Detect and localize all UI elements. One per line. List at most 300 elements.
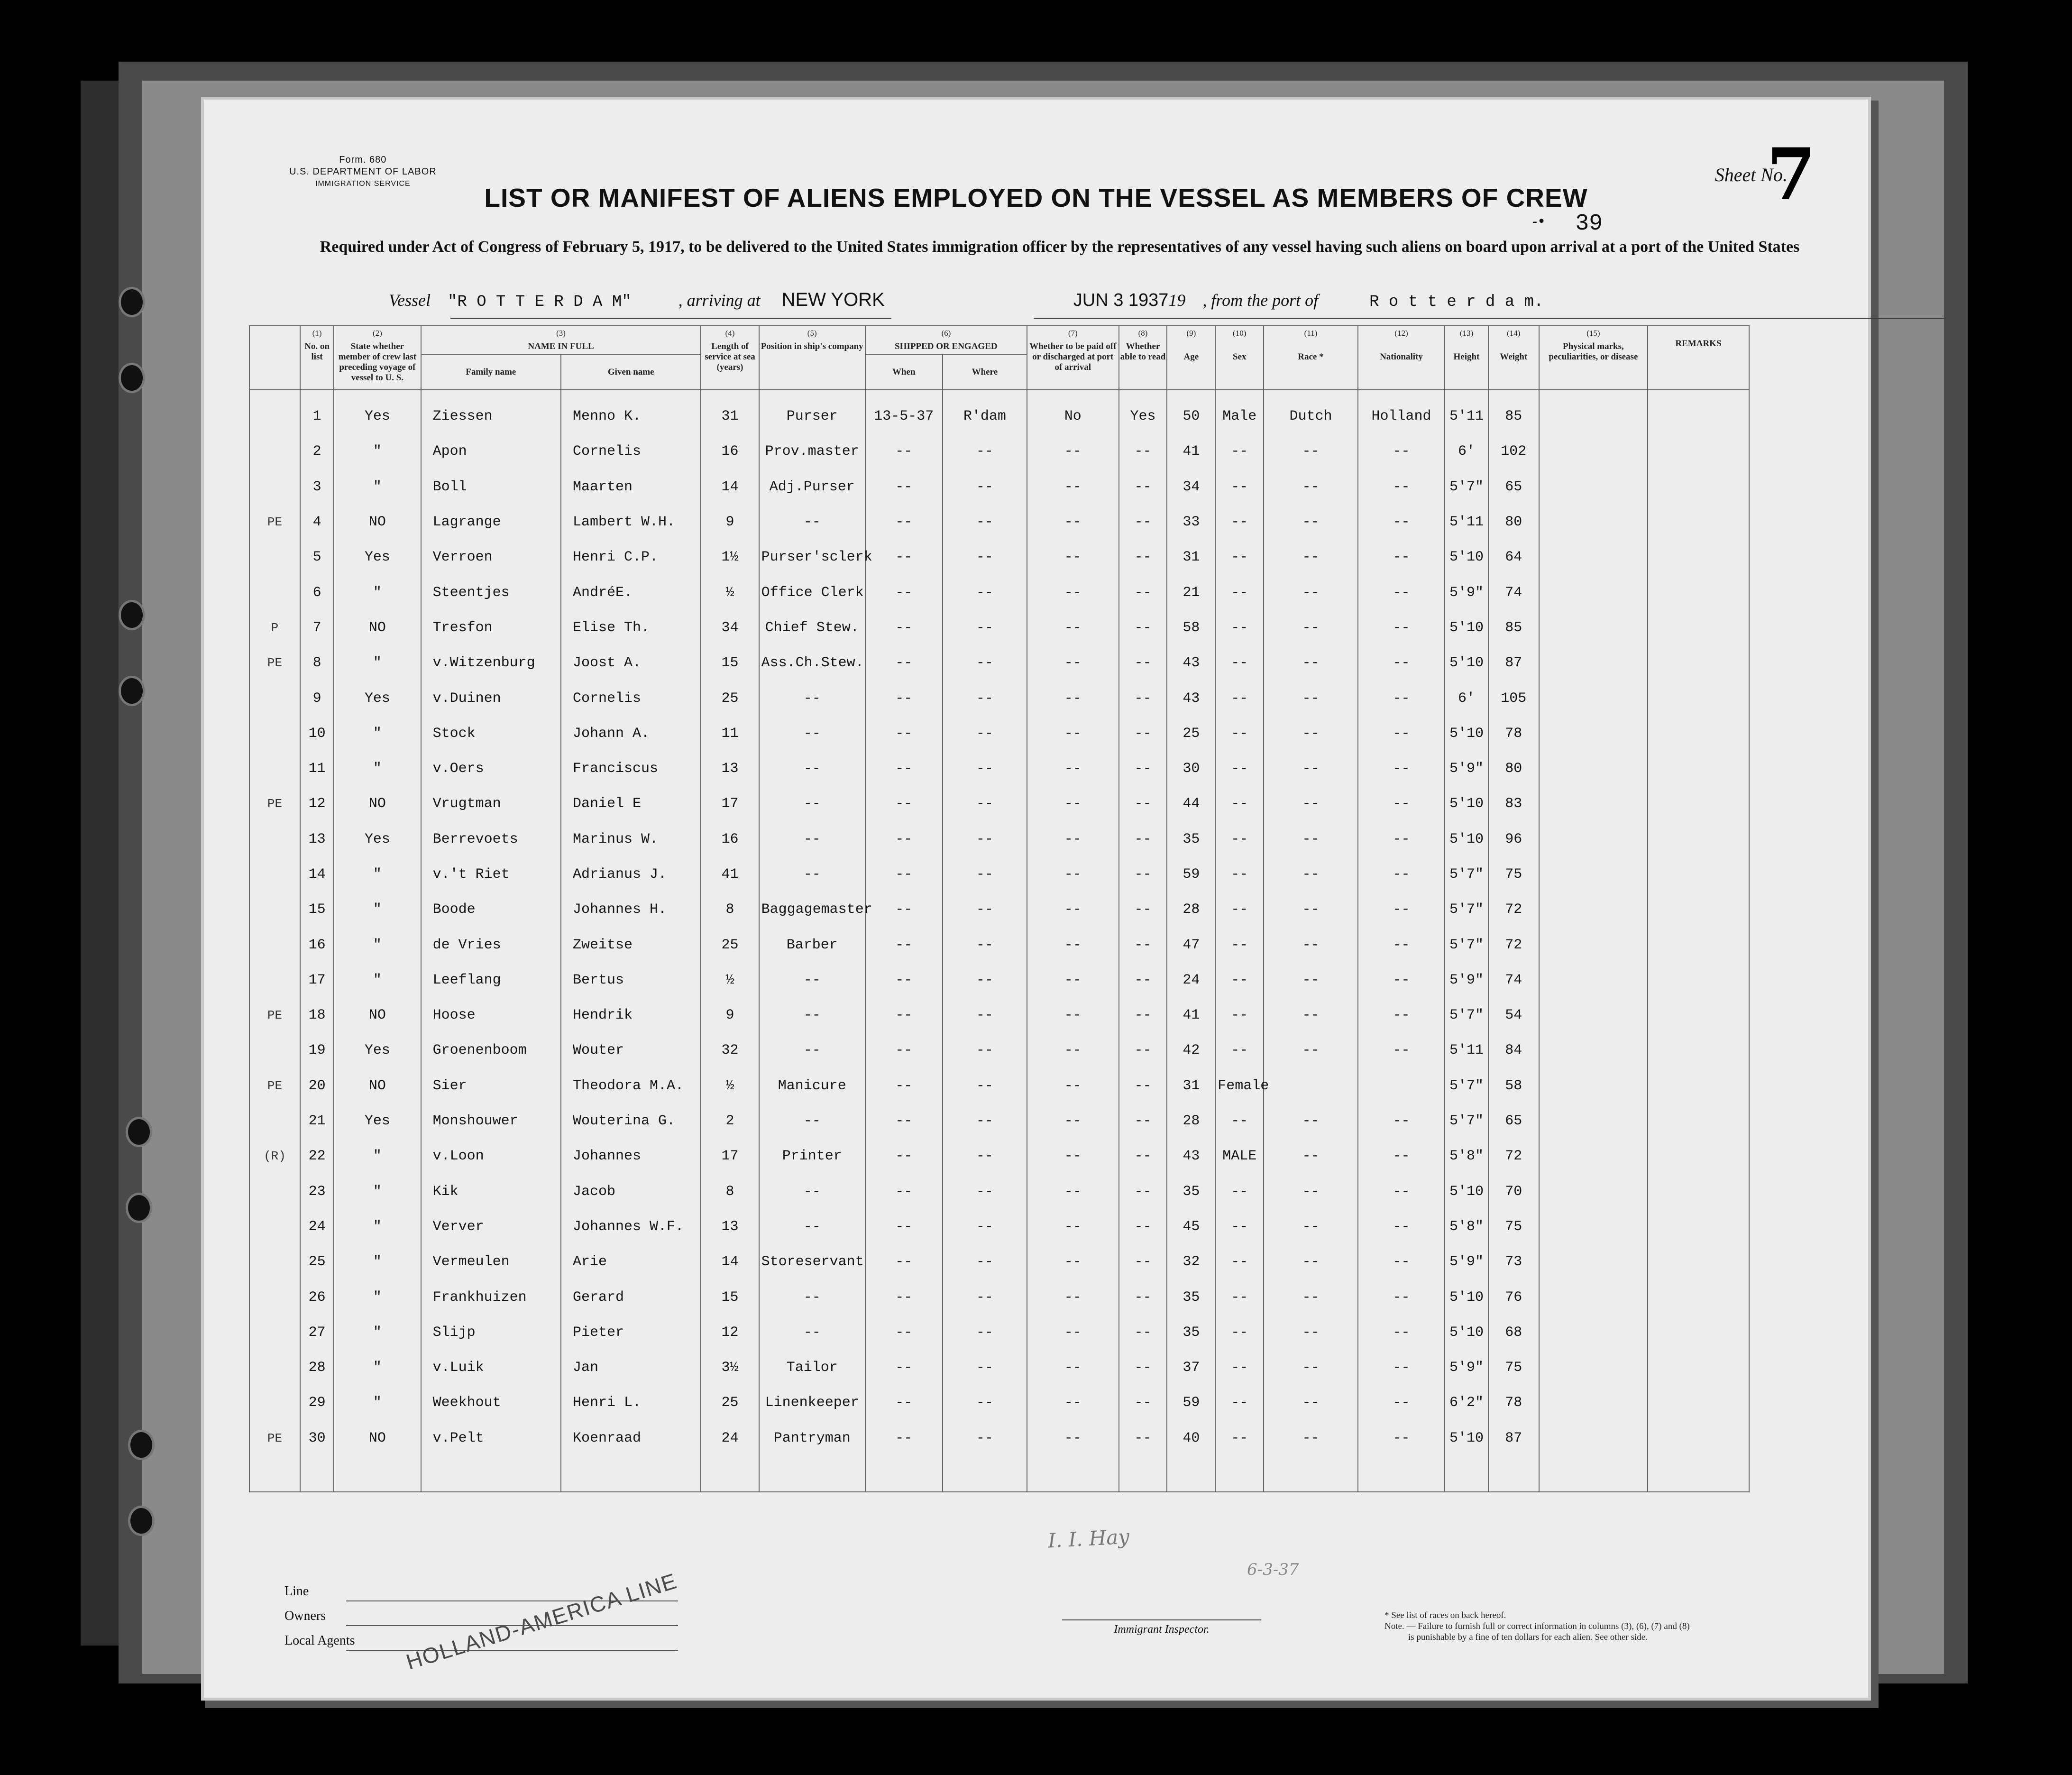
- shipped-when-cell: --: [865, 1244, 943, 1279]
- given-name-cell: Arie: [561, 1244, 701, 1279]
- service-years-cell: 2: [701, 1104, 759, 1139]
- height-cell: 5'10: [1445, 786, 1488, 821]
- prev-voyage-cell: ": [334, 857, 421, 892]
- prev-voyage-cell: Yes: [334, 390, 421, 434]
- family-name-cell: Monshouwer: [421, 1104, 561, 1139]
- prev-voyage-cell: ": [334, 892, 421, 927]
- sex-cell: --: [1215, 1279, 1264, 1315]
- position-cell: --: [759, 998, 865, 1033]
- shipped-where-cell: --: [943, 610, 1027, 645]
- family-name-cell: Berrevoets: [421, 822, 561, 857]
- nationality-cell: --: [1358, 857, 1445, 892]
- nationality-cell: --: [1358, 575, 1445, 610]
- age-cell: 58: [1167, 610, 1215, 645]
- table-row: [249, 1279, 1749, 1315]
- arrival-date: JUN 3 1937: [1073, 290, 1169, 310]
- able-to-read-cell: --: [1119, 963, 1167, 998]
- position-cell: --: [759, 505, 865, 540]
- height-cell: 5'8": [1445, 1209, 1488, 1244]
- able-to-read-cell: --: [1119, 998, 1167, 1033]
- able-to-read-cell: --: [1119, 1421, 1167, 1456]
- age-cell: 50: [1167, 390, 1215, 434]
- shipped-when-cell: --: [865, 927, 943, 962]
- family-name-cell: Verver: [421, 1209, 561, 1244]
- paid-off-cell: --: [1027, 645, 1119, 681]
- signature-date: 6-3-37: [1247, 1560, 1299, 1579]
- age-cell: 44: [1167, 786, 1215, 821]
- family-name-cell: Steentjes: [421, 575, 561, 610]
- family-name-cell: v.Duinen: [421, 681, 561, 716]
- able-to-read-cell: --: [1119, 892, 1167, 927]
- shipped-when-cell: --: [865, 892, 943, 927]
- table-row: [249, 1350, 1749, 1385]
- service-years-cell: 13: [701, 751, 759, 786]
- age-cell: 33: [1167, 505, 1215, 540]
- race-cell: --: [1264, 645, 1358, 681]
- nationality-cell: --: [1358, 1244, 1445, 1279]
- able-to-read-cell: --: [1119, 1174, 1167, 1209]
- table-row: [249, 822, 1749, 857]
- race-cell: --: [1264, 505, 1358, 540]
- given-name-cell: Cornelis: [561, 434, 701, 469]
- page-subtitle: Required under Act of Congress of February 5, 1917, to be delivered to the United States immigration officer by the representatives of any vessel having such aliens on board upon arrival at a port of the United States: [320, 238, 1800, 256]
- row-number-cell: 8: [300, 645, 334, 681]
- race-cell: --: [1264, 1174, 1358, 1209]
- remarks-cell: [1648, 434, 1749, 469]
- shipped-when-cell: --: [865, 505, 943, 540]
- height-cell: 5'10: [1445, 1279, 1488, 1315]
- prev-voyage-cell: ": [334, 1174, 421, 1209]
- paid-off-cell: --: [1027, 1209, 1119, 1244]
- shipped-when-cell: --: [865, 681, 943, 716]
- race-cell: --: [1264, 998, 1358, 1033]
- age-cell: 47: [1167, 927, 1215, 962]
- col-service-header: (4) Length of service at sea (years): [701, 326, 759, 390]
- paid-off-cell: --: [1027, 610, 1119, 645]
- age-cell: 31: [1167, 540, 1215, 575]
- col-shipped-header: (6) SHIPPED OR ENGAGED: [865, 326, 1027, 354]
- remarks-cell: [1648, 716, 1749, 751]
- position-cell: --: [759, 681, 865, 716]
- sex-cell: --: [1215, 681, 1264, 716]
- sex-cell: --: [1215, 822, 1264, 857]
- given-name-cell: Henri L.: [561, 1385, 701, 1420]
- sex-cell: --: [1215, 434, 1264, 469]
- row-number-cell: 20: [300, 1068, 334, 1104]
- shipped-where-cell: --: [943, 1209, 1027, 1244]
- agents-underline: [346, 1650, 678, 1651]
- physical-marks-cell: [1539, 540, 1648, 575]
- bottom-labels: [284, 1579, 355, 1653]
- table-row: [249, 1174, 1749, 1209]
- service-years-cell: 9: [701, 998, 759, 1033]
- sex-cell: --: [1215, 892, 1264, 927]
- shipped-when-cell: --: [865, 1068, 943, 1104]
- weight-cell: 78: [1488, 1385, 1539, 1420]
- able-to-read-cell: --: [1119, 434, 1167, 469]
- prev-voyage-cell: NO: [334, 1068, 421, 1104]
- row-mark-cell: [249, 857, 300, 892]
- family-name-cell: v.Oers: [421, 751, 561, 786]
- family-name-cell: Boll: [421, 469, 561, 505]
- physical-marks-cell: [1539, 610, 1648, 645]
- race-cell: --: [1264, 469, 1358, 505]
- service-years-cell: 31: [701, 390, 759, 434]
- form-service: IMMIGRATION SERVICE: [315, 180, 411, 188]
- height-cell: 5'11: [1445, 390, 1488, 434]
- able-to-read-cell: --: [1119, 610, 1167, 645]
- row-mark-cell: PE: [249, 1421, 300, 1456]
- given-name-cell: Cornelis: [561, 681, 701, 716]
- race-cell: --: [1264, 1279, 1358, 1315]
- row-number-cell: 25: [300, 1244, 334, 1279]
- age-cell: 25: [1167, 716, 1215, 751]
- height-cell: 5'8": [1445, 1139, 1488, 1174]
- paid-off-cell: --: [1027, 434, 1119, 469]
- table-row: [249, 610, 1749, 645]
- col-read-header: (8) Whether able to read: [1119, 326, 1167, 390]
- age-cell: 28: [1167, 892, 1215, 927]
- nationality-cell: --: [1358, 1385, 1445, 1420]
- form-number: Form. 680: [339, 155, 387, 165]
- age-cell: 37: [1167, 1350, 1215, 1385]
- remarks-cell: [1648, 786, 1749, 821]
- remarks-cell: [1648, 575, 1749, 610]
- physical-marks-cell: [1539, 1279, 1648, 1315]
- shipped-where-cell: --: [943, 681, 1027, 716]
- table-row: [249, 575, 1749, 610]
- physical-marks-cell: [1539, 1385, 1648, 1420]
- position-cell: Chief Stew.: [759, 610, 865, 645]
- weight-cell: 87: [1488, 645, 1539, 681]
- race-cell: --: [1264, 1209, 1358, 1244]
- shipped-where-cell: --: [943, 1033, 1027, 1068]
- sex-cell: --: [1215, 963, 1264, 998]
- nationality-cell: --: [1358, 1104, 1445, 1139]
- given-name-cell: Pieter: [561, 1315, 701, 1350]
- height-cell: 5'10: [1445, 610, 1488, 645]
- family-name-cell: Weekhout: [421, 1385, 561, 1420]
- weight-cell: 105: [1488, 681, 1539, 716]
- given-name-cell: Bertus: [561, 963, 701, 998]
- able-to-read-cell: --: [1119, 786, 1167, 821]
- able-to-read-cell: --: [1119, 540, 1167, 575]
- table-row: [249, 927, 1749, 962]
- given-name-cell: Henri C.P.: [561, 540, 701, 575]
- row-mark-cell: (R): [249, 1139, 300, 1174]
- physical-marks-cell: [1539, 927, 1648, 962]
- col-given-name-header: Given name: [561, 354, 701, 390]
- remarks-cell: [1648, 1279, 1749, 1315]
- height-cell: 5'9": [1445, 1244, 1488, 1279]
- age-cell: 31: [1167, 1068, 1215, 1104]
- shipped-where-cell: --: [943, 892, 1027, 927]
- given-name-cell: Adrianus J.: [561, 857, 701, 892]
- paid-off-cell: --: [1027, 963, 1119, 998]
- physical-marks-cell: [1539, 892, 1648, 927]
- age-cell: 21: [1167, 575, 1215, 610]
- punch-hole: [121, 365, 143, 391]
- shipped-where-cell: --: [943, 1244, 1027, 1279]
- paid-off-cell: --: [1027, 1350, 1119, 1385]
- able-to-read-cell: --: [1119, 822, 1167, 857]
- row-number-cell: 24: [300, 1209, 334, 1244]
- shipped-when-cell: --: [865, 469, 943, 505]
- shipped-where-cell: --: [943, 822, 1027, 857]
- col-when-header: When: [865, 354, 943, 390]
- shipped-where-cell: --: [943, 1174, 1027, 1209]
- given-name-cell: Marinus W.: [561, 822, 701, 857]
- row-mark-cell: [249, 1315, 300, 1350]
- remarks-cell: [1648, 610, 1749, 645]
- age-cell: 42: [1167, 1033, 1215, 1068]
- shipped-where-cell: --: [943, 1279, 1027, 1315]
- position-cell: Purser'sclerk: [759, 540, 865, 575]
- sex-cell: --: [1215, 1104, 1264, 1139]
- family-name-cell: Lagrange: [421, 505, 561, 540]
- punch-hole: [121, 289, 143, 315]
- table-row: [249, 469, 1749, 505]
- family-name-cell: v.Loon: [421, 1139, 561, 1174]
- able-to-read-cell: --: [1119, 681, 1167, 716]
- row-number-cell: 10: [300, 716, 334, 751]
- prev-voyage-cell: NO: [334, 786, 421, 821]
- shipped-where-cell: --: [943, 575, 1027, 610]
- weight-cell: 74: [1488, 575, 1539, 610]
- weight-cell: 85: [1488, 610, 1539, 645]
- shipped-where-cell: --: [943, 505, 1027, 540]
- age-cell: 35: [1167, 822, 1215, 857]
- weight-cell: 68: [1488, 1315, 1539, 1350]
- paid-off-cell: --: [1027, 681, 1119, 716]
- position-cell: Printer: [759, 1139, 865, 1174]
- able-to-read-cell: --: [1119, 1033, 1167, 1068]
- shipped-when-cell: --: [865, 1421, 943, 1456]
- immigrant-inspector-label: Immigrant Inspector.: [1062, 1619, 1261, 1636]
- family-name-cell: Verroen: [421, 540, 561, 575]
- note-failure: Note. — Failure to furnish full or correct information in columns (3), (6), (7) and (8): [1384, 1621, 1690, 1631]
- punch-hole: [121, 602, 143, 628]
- able-to-read-cell: --: [1119, 1068, 1167, 1104]
- row-number-cell: 23: [300, 1174, 334, 1209]
- age-cell: 40: [1167, 1421, 1215, 1456]
- table-row: [249, 1139, 1749, 1174]
- physical-marks-cell: [1539, 645, 1648, 681]
- prev-voyage-cell: Yes: [334, 1104, 421, 1139]
- shipped-when-cell: --: [865, 610, 943, 645]
- able-to-read-cell: --: [1119, 1209, 1167, 1244]
- sex-cell: Female: [1215, 1068, 1264, 1104]
- position-cell: Office Clerk: [759, 575, 865, 610]
- col-nationality-header: (12) Nationality: [1358, 326, 1445, 390]
- service-years-cell: 25: [701, 1385, 759, 1420]
- sex-cell: --: [1215, 505, 1264, 540]
- prev-voyage-cell: Yes: [334, 540, 421, 575]
- date-underline: [1128, 318, 1460, 319]
- from-port: R o t t e r d a m.: [1369, 293, 1544, 311]
- sex-cell: --: [1215, 1033, 1264, 1068]
- shipped-where-cell: --: [943, 469, 1027, 505]
- height-cell: 6'2": [1445, 1385, 1488, 1420]
- paid-off-cell: --: [1027, 540, 1119, 575]
- height-cell: 5'10: [1445, 1315, 1488, 1350]
- race-cell: --: [1264, 786, 1358, 821]
- family-name-cell: Tresfon: [421, 610, 561, 645]
- remarks-cell: [1648, 892, 1749, 927]
- shipped-when-cell: --: [865, 963, 943, 998]
- row-mark-cell: PE: [249, 505, 300, 540]
- given-name-cell: Zweitse: [561, 927, 701, 962]
- family-name-cell: Leeflang: [421, 963, 561, 998]
- vessel-line: [389, 289, 1543, 311]
- remarks-cell: [1648, 1104, 1749, 1139]
- weight-cell: 80: [1488, 505, 1539, 540]
- row-mark-cell: [249, 716, 300, 751]
- physical-marks-cell: [1539, 998, 1648, 1033]
- sex-cell: --: [1215, 1174, 1264, 1209]
- row-number-cell: 18: [300, 998, 334, 1033]
- shipped-when-cell: --: [865, 1174, 943, 1209]
- family-name-cell: Hoose: [421, 998, 561, 1033]
- sex-cell: --: [1215, 927, 1264, 962]
- prev-voyage-cell: ": [334, 1209, 421, 1244]
- race-cell: --: [1264, 1315, 1358, 1350]
- table-row: [249, 1209, 1749, 1244]
- age-cell: 28: [1167, 1104, 1215, 1139]
- table-row: [249, 786, 1749, 821]
- remarks-cell: [1648, 857, 1749, 892]
- row-mark-cell: [249, 751, 300, 786]
- position-cell: Manicure: [759, 1068, 865, 1104]
- prev-voyage-cell: ": [334, 469, 421, 505]
- weight-cell: 72: [1488, 927, 1539, 962]
- weight-cell: 70: [1488, 1174, 1539, 1209]
- given-name-cell: Johannes W.F.: [561, 1209, 701, 1244]
- remarks-cell: [1648, 1350, 1749, 1385]
- sex-cell: --: [1215, 645, 1264, 681]
- remarks-cell: [1648, 751, 1749, 786]
- family-name-cell: Groenenboom: [421, 1033, 561, 1068]
- table-row: [249, 1068, 1749, 1104]
- service-years-cell: 25: [701, 927, 759, 962]
- col-no-header: (1) No. on list: [300, 326, 334, 390]
- remarks-cell: [1648, 822, 1749, 857]
- age-cell: 35: [1167, 1279, 1215, 1315]
- prev-voyage-cell: NO: [334, 610, 421, 645]
- given-name-cell: Hendrik: [561, 998, 701, 1033]
- prev-voyage-cell: ": [334, 751, 421, 786]
- weight-cell: 78: [1488, 716, 1539, 751]
- shipped-when-cell: --: [865, 1385, 943, 1420]
- arriving-label: , arriving at: [678, 291, 761, 310]
- paid-off-cell: --: [1027, 1104, 1119, 1139]
- shipped-when-cell: --: [865, 786, 943, 821]
- family-name-cell: v.Luik: [421, 1350, 561, 1385]
- table-row: [249, 716, 1749, 751]
- shipped-when-cell: --: [865, 1104, 943, 1139]
- height-cell: 5'10: [1445, 822, 1488, 857]
- row-number-cell: 27: [300, 1315, 334, 1350]
- age-cell: 24: [1167, 963, 1215, 998]
- position-cell: --: [759, 751, 865, 786]
- table-row: [249, 645, 1749, 681]
- shipped-when-cell: 13-5-37: [865, 390, 943, 434]
- remarks-cell: [1648, 469, 1749, 505]
- prev-voyage-cell: Yes: [334, 822, 421, 857]
- race-cell: --: [1264, 963, 1358, 998]
- remarks-cell: [1648, 681, 1749, 716]
- race-cell: [1264, 1068, 1358, 1104]
- shipped-when-cell: --: [865, 716, 943, 751]
- paid-off-cell: --: [1027, 892, 1119, 927]
- shipped-where-cell: --: [943, 1104, 1027, 1139]
- height-cell: 5'10: [1445, 645, 1488, 681]
- service-years-cell: 32: [701, 1033, 759, 1068]
- col-race-header: (11) Race *: [1264, 326, 1358, 390]
- height-cell: 5'11: [1445, 1033, 1488, 1068]
- nationality-cell: --: [1358, 1174, 1445, 1209]
- paid-off-cell: --: [1027, 927, 1119, 962]
- row-mark-cell: [249, 963, 300, 998]
- race-cell: --: [1264, 575, 1358, 610]
- able-to-read-cell: --: [1119, 751, 1167, 786]
- shipped-when-cell: --: [865, 822, 943, 857]
- height-cell: 5'9": [1445, 751, 1488, 786]
- age-cell: 59: [1167, 1385, 1215, 1420]
- service-years-cell: 13: [701, 1209, 759, 1244]
- paid-off-cell: --: [1027, 575, 1119, 610]
- table-row: [249, 998, 1749, 1033]
- paid-off-cell: --: [1027, 1033, 1119, 1068]
- row-number-cell: 4: [300, 505, 334, 540]
- position-cell: --: [759, 1174, 865, 1209]
- nationality-cell: --: [1358, 434, 1445, 469]
- col-family-name-header: Family name: [421, 354, 561, 390]
- table-row: [249, 751, 1749, 786]
- row-number-cell: 26: [300, 1279, 334, 1315]
- prev-voyage-cell: NO: [334, 998, 421, 1033]
- service-years-cell: 17: [701, 1139, 759, 1174]
- given-name-cell: Elise Th.: [561, 610, 701, 645]
- arriving-port: NEW YORK: [781, 289, 885, 310]
- service-years-cell: 14: [701, 1244, 759, 1279]
- sex-cell: --: [1215, 998, 1264, 1033]
- punch-hole: [121, 678, 143, 704]
- sex-cell: --: [1215, 786, 1264, 821]
- paid-off-cell: --: [1027, 1068, 1119, 1104]
- owners-label: Owners: [284, 1609, 326, 1623]
- prev-voyage-cell: ": [334, 645, 421, 681]
- race-cell: Dutch: [1264, 390, 1358, 434]
- nationality-cell: --: [1358, 1279, 1445, 1315]
- sheet-number-mark: -•: [1532, 213, 1546, 230]
- weight-cell: 74: [1488, 963, 1539, 998]
- sex-cell: --: [1215, 1315, 1264, 1350]
- prev-voyage-cell: ": [334, 1139, 421, 1174]
- race-cell: --: [1264, 1244, 1358, 1279]
- shipped-where-cell: --: [943, 927, 1027, 962]
- position-cell: Barber: [759, 927, 865, 962]
- physical-marks-cell: [1539, 390, 1648, 434]
- table-row: [249, 857, 1749, 892]
- row-number-cell: 16: [300, 927, 334, 962]
- given-name-cell: Menno K.: [561, 390, 701, 434]
- sex-cell: --: [1215, 751, 1264, 786]
- position-cell: --: [759, 1033, 865, 1068]
- remarks-cell: [1648, 1244, 1749, 1279]
- shipped-when-cell: --: [865, 1033, 943, 1068]
- shipped-when-cell: --: [865, 1139, 943, 1174]
